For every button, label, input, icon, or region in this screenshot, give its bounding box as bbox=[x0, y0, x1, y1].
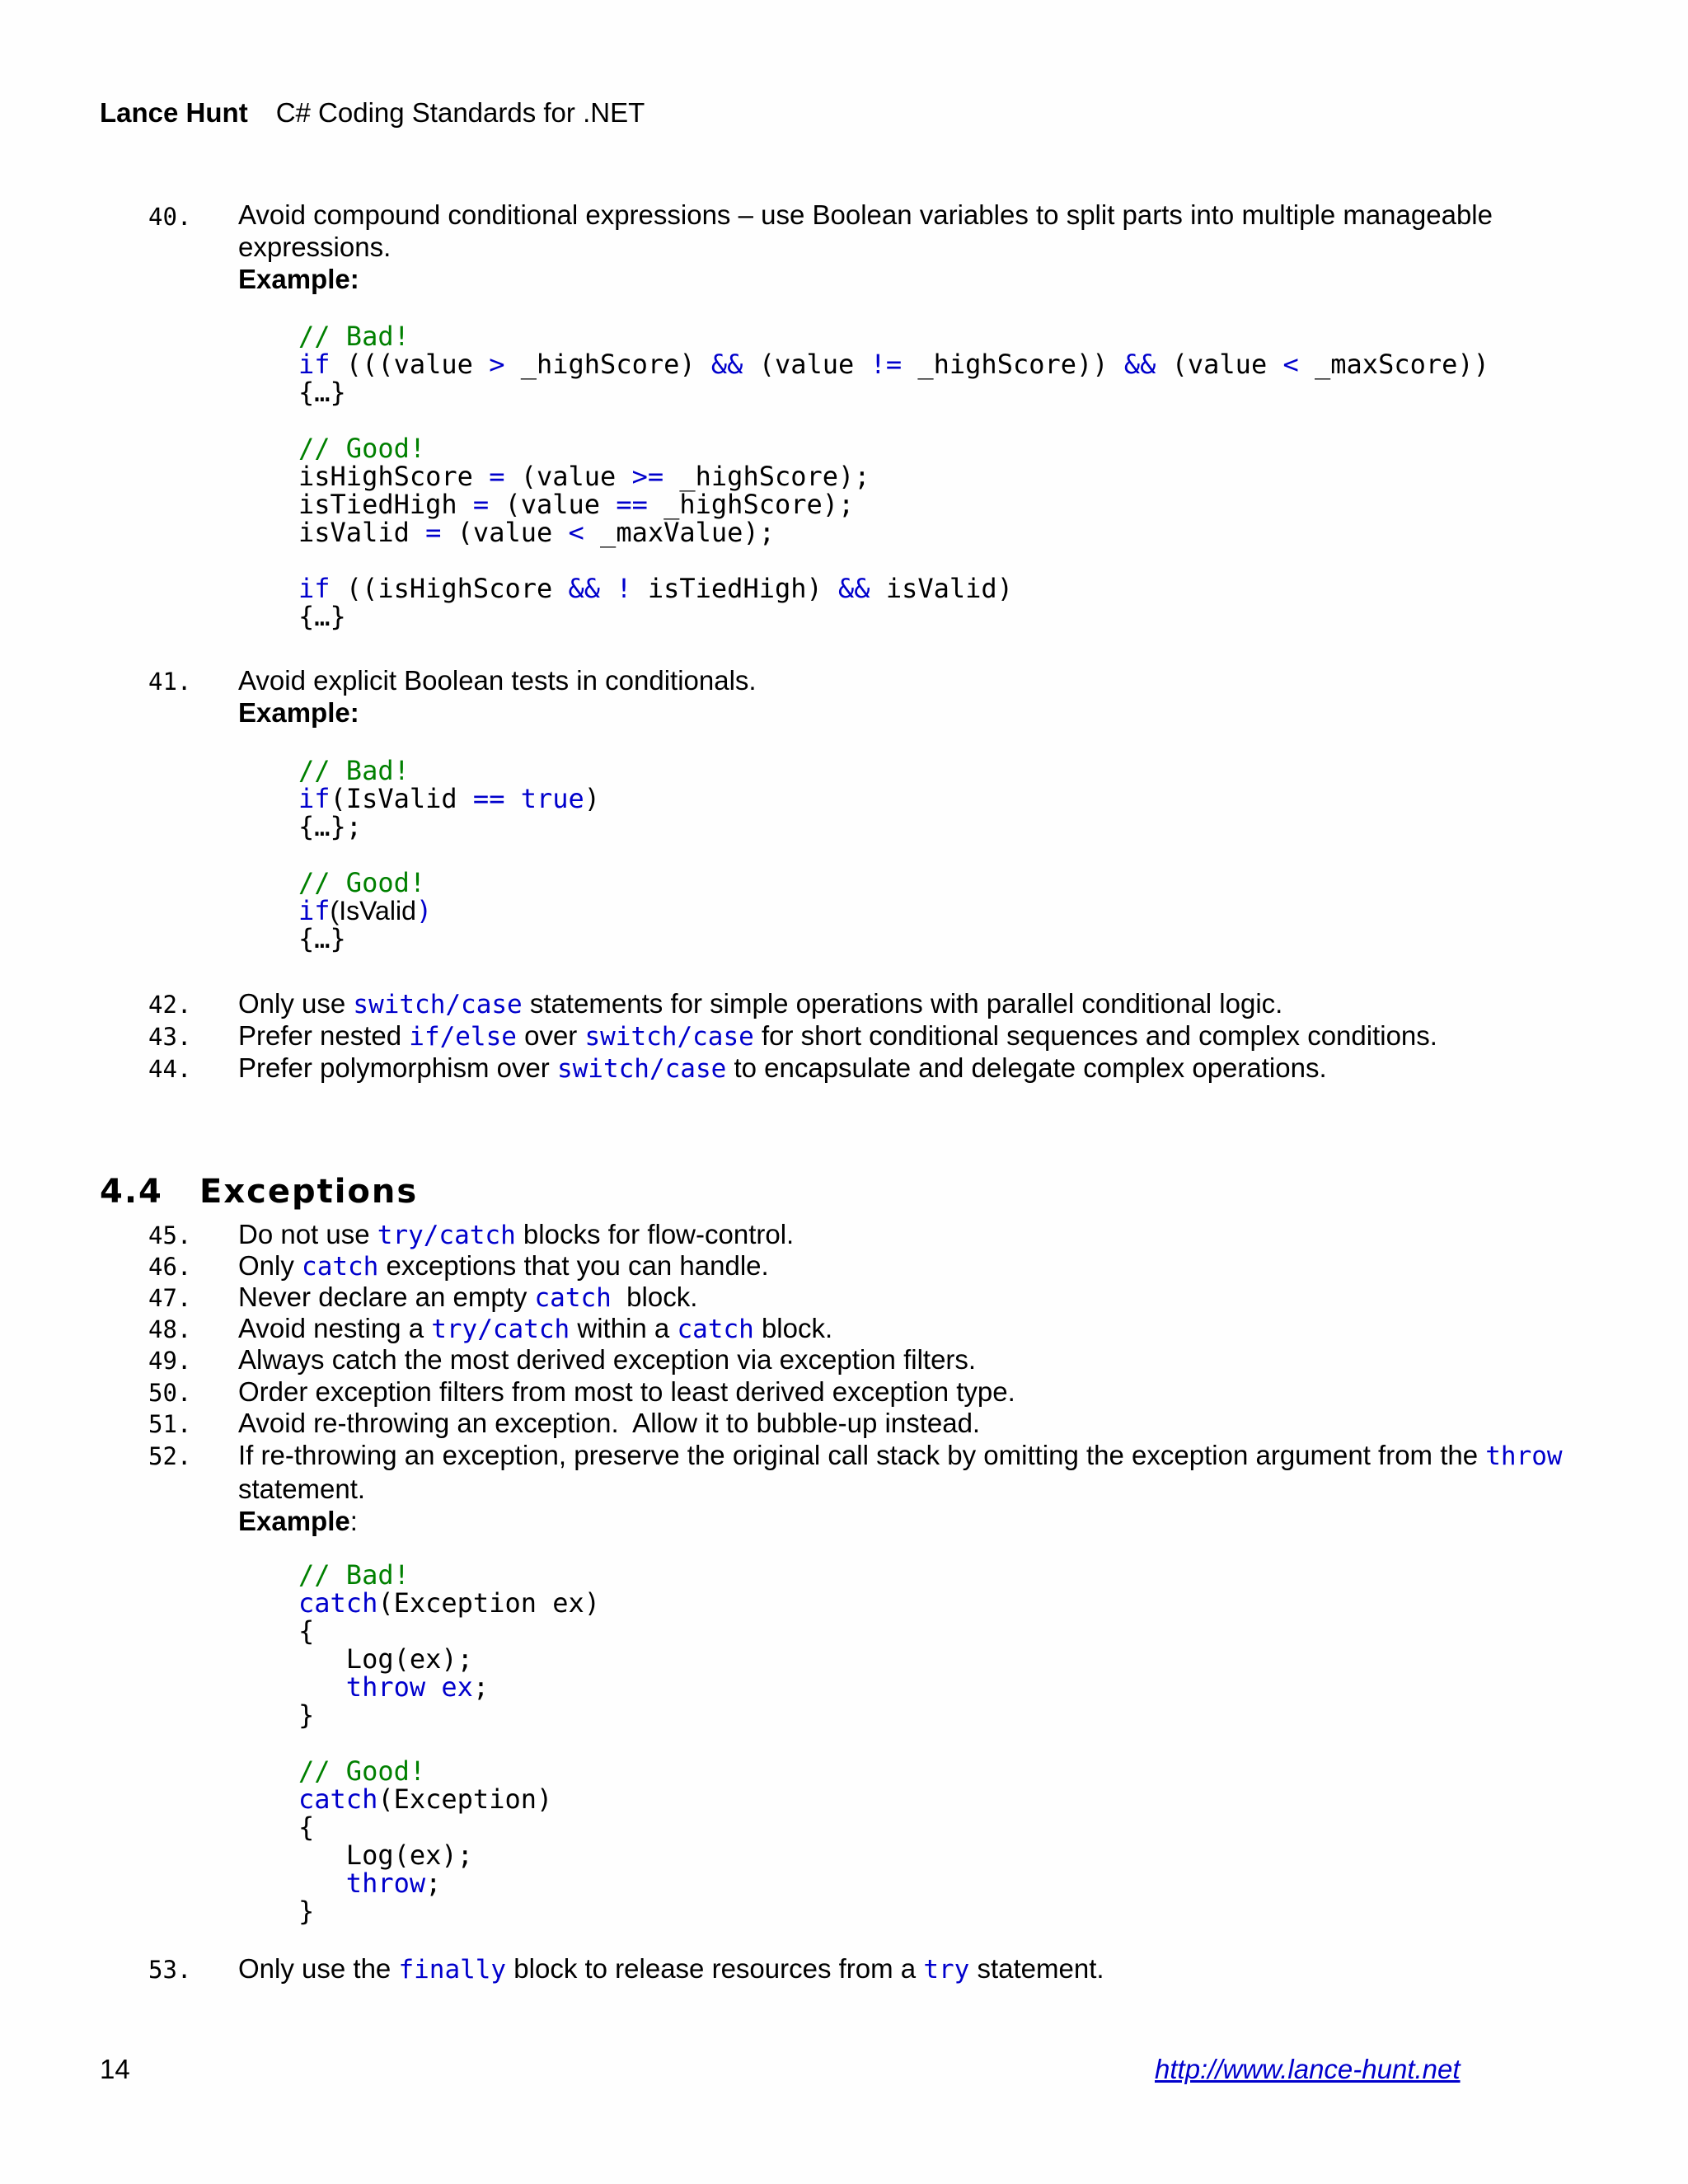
page-number: 14 bbox=[100, 2054, 130, 2084]
item-number: 40. bbox=[148, 203, 192, 231]
code-text: _highScore); bbox=[663, 461, 870, 492]
code-text bbox=[425, 1671, 441, 1703]
code-text: _maxValue); bbox=[584, 517, 775, 548]
code-text: (IsValid bbox=[330, 783, 473, 814]
code-text: (value bbox=[743, 349, 870, 380]
item-text: Avoid re-throwing an exception. Allow it to bubble-up instead. bbox=[238, 1408, 981, 1438]
footer-website-link[interactable]: http://www.lance-hunt.net bbox=[1155, 2054, 1461, 2084]
item-text-body: Avoid nesting a bbox=[238, 1313, 432, 1343]
code-text: { bbox=[298, 1811, 315, 1843]
item-text-body: Only use the bbox=[238, 1953, 399, 1984]
item-number: 53. bbox=[148, 1956, 192, 1984]
item-text-body: to encapsulate and delegate complex operations. bbox=[726, 1052, 1327, 1083]
example-label: Example bbox=[238, 1506, 350, 1536]
section-title: Exceptions bbox=[199, 1173, 419, 1211]
code-text: ; bbox=[425, 1868, 442, 1899]
inline-code: switch/case bbox=[353, 990, 523, 1019]
code-text bbox=[298, 1868, 346, 1899]
item-number: 48. bbox=[148, 1315, 192, 1343]
item-text bbox=[238, 664, 1606, 729]
code-operator: && bbox=[568, 573, 601, 604]
item-text bbox=[238, 1952, 1606, 1986]
item-number: 43. bbox=[148, 1023, 192, 1051]
code-text: (Exception ex) bbox=[377, 1587, 601, 1619]
inline-code: throw bbox=[1485, 1441, 1563, 1471]
item-number: 41. bbox=[148, 668, 192, 696]
code-text: _highScore)) bbox=[902, 349, 1124, 380]
item-number: 50. bbox=[148, 1379, 192, 1407]
item-number: 51. bbox=[148, 1410, 192, 1438]
item-number: 42. bbox=[148, 991, 192, 1019]
code-text: {…}; bbox=[298, 811, 363, 842]
item-text bbox=[238, 1281, 1606, 1315]
code-text: (Exception) bbox=[377, 1783, 553, 1815]
inline-code: try/catch bbox=[431, 1315, 570, 1344]
inline-code: try/catch bbox=[377, 1221, 516, 1250]
code-operator: = bbox=[425, 517, 442, 548]
code-text: ex bbox=[441, 1671, 473, 1703]
code-text: {…} bbox=[298, 923, 346, 954]
code-keyword: if bbox=[298, 349, 331, 380]
code-text: isValid) bbox=[870, 573, 1013, 604]
inline-code: catch bbox=[534, 1283, 612, 1313]
item-text-body: Do not use bbox=[238, 1219, 377, 1249]
code-text: Log(ex); bbox=[298, 1840, 473, 1871]
code-keyword: true bbox=[520, 783, 584, 814]
code-operator: < bbox=[1282, 349, 1299, 380]
code-operator: = bbox=[489, 461, 505, 492]
code-text: isValid bbox=[298, 517, 426, 548]
item-number: 47. bbox=[148, 1284, 192, 1312]
inline-code: catch bbox=[302, 1252, 379, 1282]
item-text-body: for short conditional sequences and complex conditions. bbox=[753, 1020, 1437, 1051]
code-text: } bbox=[298, 1699, 315, 1731]
example-label: Example: bbox=[238, 697, 359, 728]
code-operator: < bbox=[568, 517, 584, 548]
item-text bbox=[238, 1019, 1606, 1053]
item-text-body: Never declare an empty bbox=[238, 1282, 535, 1312]
code-text bbox=[600, 573, 616, 604]
item-number: 46. bbox=[148, 1253, 192, 1281]
code-keyword: throw bbox=[345, 1868, 426, 1899]
inline-code: switch/case bbox=[556, 1054, 727, 1084]
item-text: Order exception filters from most to least derived exception type. bbox=[238, 1376, 1015, 1407]
item-text bbox=[238, 1052, 1606, 1085]
item-text-body: Prefer polymorphism over bbox=[238, 1052, 557, 1083]
code-comment: // Good! bbox=[298, 1755, 426, 1787]
inline-code: switch/case bbox=[584, 1022, 754, 1052]
code-text: (value bbox=[441, 517, 569, 548]
code-text bbox=[298, 1671, 346, 1703]
item-text bbox=[238, 1218, 1606, 1252]
code-operator: != bbox=[870, 349, 903, 380]
code-keyword: catch bbox=[298, 1783, 378, 1815]
code-text: (IsValid bbox=[330, 896, 416, 926]
running-header bbox=[100, 97, 645, 129]
inline-code: catch bbox=[677, 1315, 754, 1344]
code-text: Log(ex); bbox=[298, 1643, 473, 1675]
inline-code: if/else bbox=[409, 1022, 517, 1052]
item-text bbox=[238, 1439, 1606, 1537]
code-text: } bbox=[298, 1896, 315, 1927]
code-operator: == bbox=[616, 489, 648, 520]
code-operator: >= bbox=[631, 461, 664, 492]
code-comment: // Good! bbox=[298, 867, 426, 898]
code-keyword: catch bbox=[298, 1587, 378, 1619]
item-text-body: within a bbox=[570, 1313, 678, 1343]
code-text bbox=[504, 783, 520, 814]
code-text: isTiedHigh) bbox=[631, 573, 839, 604]
code-block-40 bbox=[298, 322, 1489, 630]
item-text-body: block. bbox=[753, 1313, 833, 1343]
code-text: ; bbox=[472, 1671, 490, 1703]
item-number: 49. bbox=[148, 1347, 192, 1375]
code-text: _highScore) bbox=[504, 349, 711, 380]
code-text: ((isHighScore bbox=[330, 573, 569, 604]
item-text-body: over bbox=[516, 1020, 585, 1051]
item-text bbox=[238, 1312, 1606, 1346]
code-operator: && bbox=[710, 349, 743, 380]
item-text-body: statement. bbox=[969, 1953, 1104, 1984]
header-title: C# Coding Standards for .NET bbox=[275, 97, 645, 128]
code-text: _highScore); bbox=[647, 489, 855, 520]
item-number: 44. bbox=[148, 1055, 192, 1083]
code-text: {…} bbox=[298, 377, 346, 408]
section-number: 4.4 bbox=[100, 1173, 163, 1211]
code-keyword: if bbox=[298, 895, 331, 926]
code-text: ) bbox=[415, 895, 433, 926]
code-comment: // Good! bbox=[298, 433, 426, 464]
code-operator: == bbox=[472, 783, 505, 814]
item-text-body: statement. bbox=[238, 1474, 366, 1504]
item-text-body: Prefer nested bbox=[238, 1020, 410, 1051]
item-text-body: statements for simple operations with parallel conditional logic. bbox=[522, 988, 1283, 1019]
code-operator: && bbox=[1123, 349, 1156, 380]
code-text: isTiedHigh bbox=[298, 489, 473, 520]
code-comment: // Bad! bbox=[298, 321, 410, 352]
code-text: (value bbox=[504, 461, 632, 492]
item-text-body: If re-throwing an exception, preserve the original call stack by omitting the exception argument from the bbox=[238, 1440, 1486, 1470]
code-block-41 bbox=[298, 757, 600, 953]
inline-code: finally bbox=[398, 1955, 507, 1985]
item-text: Always catch the most derived exception via exception filters. bbox=[238, 1344, 977, 1375]
item-text-body: Avoid explicit Boolean tests in conditionals. bbox=[238, 665, 757, 696]
example-colon: : bbox=[349, 1506, 358, 1536]
code-text: (value bbox=[489, 489, 617, 520]
item-text bbox=[238, 987, 1606, 1021]
item-text bbox=[238, 199, 1606, 295]
code-text: _maxScore)) bbox=[1298, 349, 1489, 380]
code-text: (value bbox=[1156, 349, 1283, 380]
item-text-body: Only bbox=[238, 1250, 302, 1281]
code-text: (((value bbox=[330, 349, 490, 380]
code-keyword: if bbox=[298, 783, 331, 814]
code-keyword: if bbox=[298, 573, 331, 604]
section-heading bbox=[100, 1173, 418, 1211]
item-text bbox=[238, 1249, 1606, 1283]
item-text-body: Only use bbox=[238, 988, 354, 1019]
code-text: isHighScore bbox=[298, 461, 490, 492]
code-text: { bbox=[298, 1615, 315, 1647]
code-text: ) bbox=[584, 783, 601, 814]
code-keyword: throw bbox=[345, 1671, 426, 1703]
inline-code: try bbox=[923, 1955, 970, 1985]
item-text-body: block to release resources from a bbox=[506, 1953, 924, 1984]
header-author: Lance Hunt bbox=[100, 97, 248, 128]
code-operator: ! bbox=[616, 573, 632, 604]
item-number: 45. bbox=[148, 1221, 192, 1249]
item-text-body: blocks for flow-control. bbox=[515, 1219, 795, 1249]
code-text: {…} bbox=[298, 601, 346, 632]
item-text-body: Avoid compound conditional expressions – use Boolean variables to split parts into multiple manageable expressions. bbox=[238, 199, 1493, 262]
item-text-body: block. bbox=[611, 1282, 698, 1312]
code-operator: > bbox=[489, 349, 505, 380]
code-block-52 bbox=[298, 1561, 600, 1925]
code-operator: = bbox=[472, 489, 490, 520]
item-number: 52. bbox=[148, 1442, 192, 1470]
code-operator: && bbox=[838, 573, 870, 604]
example-label: Example: bbox=[238, 264, 359, 294]
code-comment: // Bad! bbox=[298, 755, 410, 786]
code-comment: // Bad! bbox=[298, 1559, 410, 1591]
item-text-body: exceptions that you can handle. bbox=[378, 1250, 769, 1281]
